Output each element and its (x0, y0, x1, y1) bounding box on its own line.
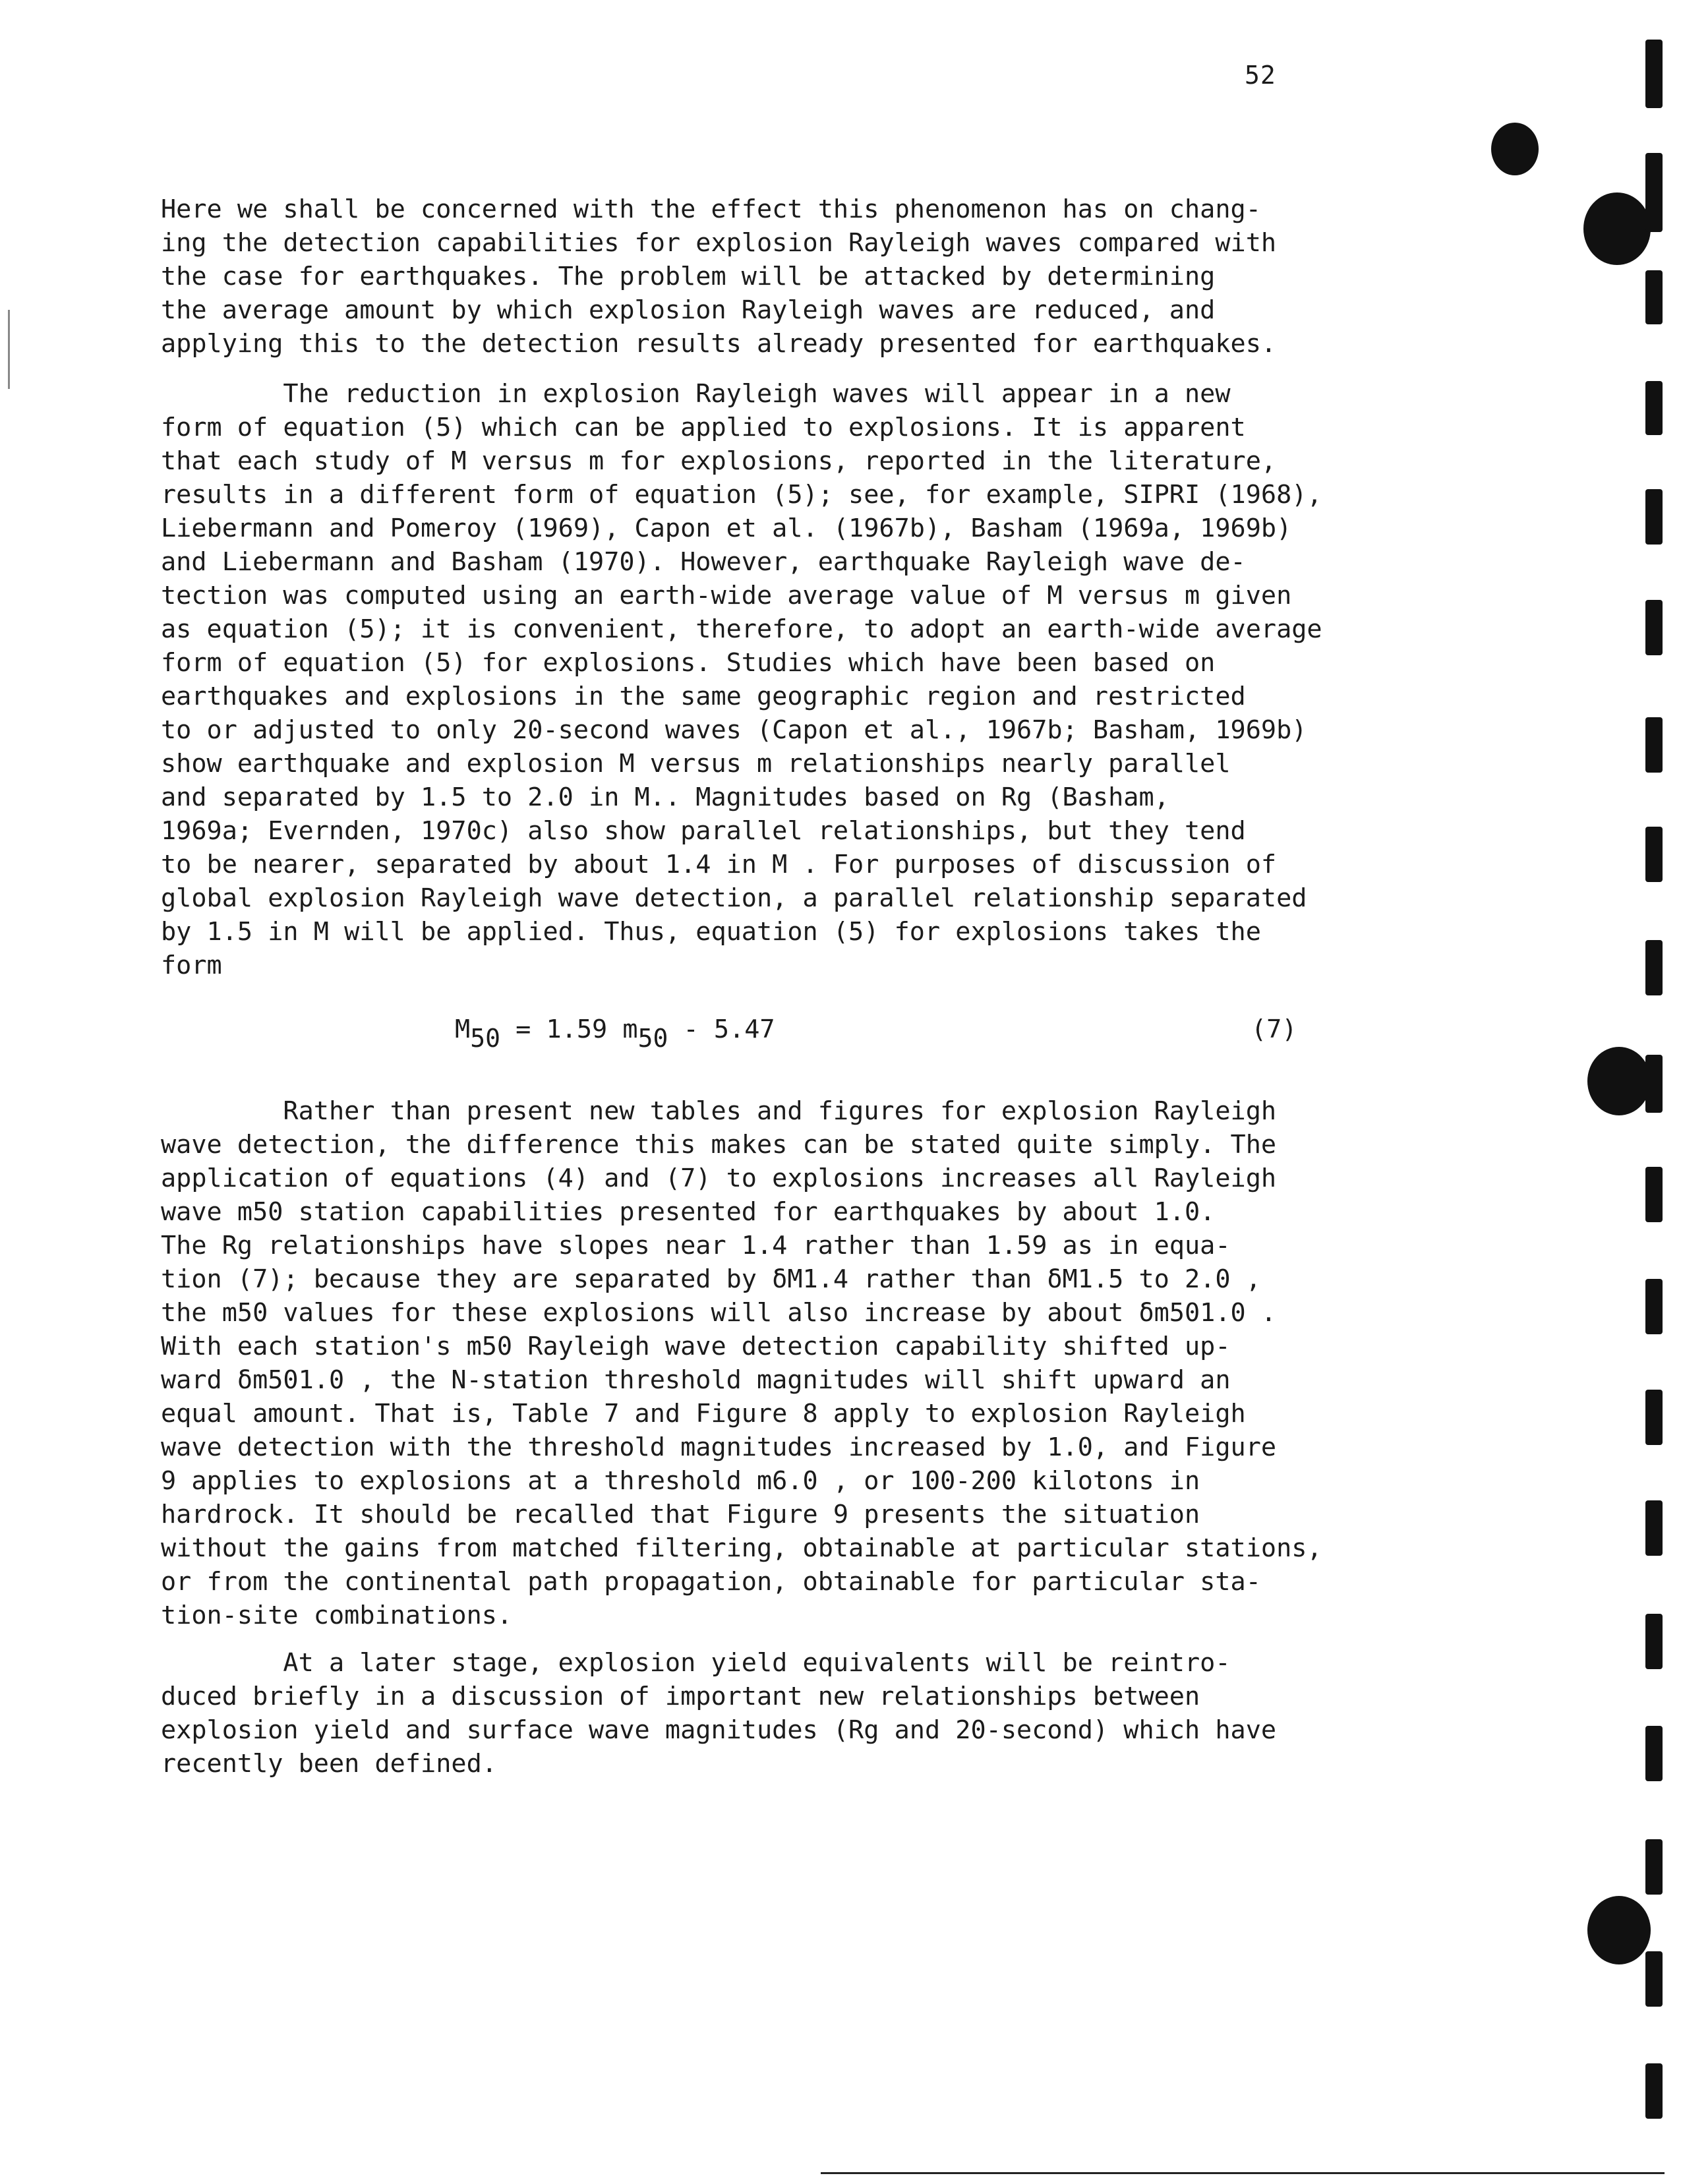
scan-edge-mark (1645, 1055, 1663, 1113)
text-line: duced briefly in a discussion of important new relationships between (161, 1682, 1200, 1711)
scan-edge-mark (1645, 381, 1663, 435)
text-line: 9 applies to explosions at a threshold m6.0 , or 100-200 kilotons in (161, 1466, 1200, 1496)
text-line: without the gains from matched filtering, obtainable at particular stations, (161, 1533, 1322, 1563)
text-line: the m50 values for these explosions will also increase by about δm501.0 . (161, 1298, 1277, 1328)
equation-7 (455, 1010, 775, 1058)
text-line: At a later stage, explosion yield equivalents will be reintro- (161, 1648, 1231, 1678)
equation-number: (7) (1251, 1015, 1297, 1044)
text-line: the case for earthquakes. The problem will be attacked by determining (161, 262, 1216, 291)
text-line: to or adjusted to only 20-second waves (Capon et al., 1967b; Basham, 1969b) (161, 715, 1307, 745)
scan-edge-mark (1645, 1951, 1663, 2007)
binder-hole-icon (1491, 123, 1539, 175)
binder-hole-icon (1587, 1047, 1651, 1115)
text-line: as equation (5); it is convenient, therefore, to adopt an earth-wide average (161, 614, 1322, 644)
scan-edge-mark (1645, 1726, 1663, 1781)
text-line: recently been defined. (161, 1749, 497, 1779)
text-line: tion (7); because they are separated by δM1.4 rather than δM1.5 to 2.0 , (161, 1264, 1261, 1294)
text-line: earthquakes and explosions in the same geographic region and restricted (161, 682, 1246, 711)
text-line: application of equations (4) and (7) to explosions increases all Rayleigh (161, 1164, 1277, 1193)
text-line: and separated by 1.5 to 2.0 in M.. Magnitudes based on Rg (Basham, (161, 782, 1169, 812)
scan-edge-mark (1645, 1279, 1663, 1334)
scan-edge-mark (1645, 827, 1663, 882)
scan-edge-mark (1645, 940, 1663, 995)
scan-edge-mark (1645, 153, 1663, 232)
text-line: form of equation (5) which can be applied to explosions. It is apparent (161, 413, 1246, 442)
text-line: hardrock. It should be recalled that Figure 9 presents the situation (161, 1500, 1200, 1529)
paragraph-3 (161, 1094, 1433, 1632)
equation-middle: = 1.59 m (500, 1015, 638, 1044)
binder-hole-icon (1587, 1896, 1651, 1964)
text-line: Here we shall be concerned with the effect this phenomenon has on chang- (161, 194, 1261, 224)
text-line: show earthquake and explosion M versus m relationships nearly parallel (161, 749, 1231, 779)
text-line: that each study of M versus m for explosions, reported in the literature, (161, 446, 1277, 476)
paragraph-4 (161, 1646, 1433, 1781)
bottom-edge-line (821, 2172, 1665, 2174)
binder-hole-icon (1583, 192, 1651, 265)
text-line: Liebermann and Pomeroy (1969), Capon et al. (1967b), Basham (1969a, 1969b) (161, 514, 1292, 543)
paragraph-1 (161, 192, 1433, 361)
text-line: tion-site combinations. (161, 1601, 513, 1630)
text-line: ward δm501.0 , the N-station threshold magnitudes will shift upward an (161, 1365, 1231, 1395)
equation-tail: - 5.47 (668, 1015, 775, 1044)
scan-edge-mark (1645, 1500, 1663, 1556)
text-line: and Liebermann and Basham (1970). However, earthquake Rayleigh wave de- (161, 547, 1246, 577)
text-line: the average amount by which explosion Rayleigh waves are reduced, and (161, 295, 1216, 325)
text-line: ing the detection capabilities for explosion Rayleigh waves compared with (161, 228, 1277, 258)
scan-edge-mark (1645, 1390, 1663, 1445)
equation-rhs-subscript: 50 (637, 1024, 668, 1053)
text-line: explosion yield and surface wave magnitudes (Rg and 20-second) which have (161, 1715, 1277, 1745)
text-line: 1969a; Evernden, 1970c) also show parallel relationships, but they tend (161, 816, 1246, 846)
page-number: 52 (1245, 61, 1276, 90)
text-line: The Rg relationships have slopes near 1.4 rather than 1.59 as in equa- (161, 1231, 1231, 1260)
text-line: wave detection with the threshold magnitudes increased by 1.0, and Figure (161, 1432, 1277, 1462)
text-line: form of equation (5) for explosions. Studies which have been based on (161, 648, 1216, 678)
text-line: The reduction in explosion Rayleigh waves will appear in a new (161, 379, 1231, 409)
text-line: applying this to the detection results already presented for earthquakes. (161, 329, 1277, 359)
scan-edge-mark (1645, 600, 1663, 655)
scan-edge-mark (1645, 717, 1663, 773)
text-line: tection was computed using an earth-wide average value of M versus m given (161, 581, 1292, 610)
paragraph-2 (161, 377, 1433, 982)
scan-edge-mark (1645, 270, 1663, 324)
equation-lhs-subscript: 50 (470, 1024, 500, 1053)
scan-edge-mark (1645, 2063, 1663, 2119)
text-line: to be nearer, separated by about 1.4 in M . For purposes of discussion of (161, 850, 1277, 879)
scan-edge-mark (1645, 489, 1663, 545)
scan-edge-mark (1645, 1839, 1663, 1895)
text-line: form (161, 951, 222, 980)
text-line: global explosion Rayleigh wave detection, a parallel relationship separated (161, 883, 1307, 913)
text-line: With each station's m50 Rayleigh wave detection capability shifted up- (161, 1332, 1231, 1361)
left-margin-mark (8, 310, 10, 389)
text-line: results in a different form of equation (5); see, for example, SIPRI (1968), (161, 480, 1322, 510)
scan-edge-mark (1645, 1614, 1663, 1669)
scan-edge-mark (1645, 40, 1663, 108)
text-line: or from the continental path propagation, obtainable for particular sta- (161, 1567, 1261, 1597)
text-line: wave detection, the difference this makes can be stated quite simply. The (161, 1130, 1277, 1160)
equation-lhs: M (455, 1015, 471, 1044)
text-line: Rather than present new tables and figures for explosion Rayleigh (161, 1096, 1277, 1126)
scan-edge-mark (1645, 1167, 1663, 1222)
text-line: by 1.5 in M will be applied. Thus, equation (5) for explosions takes the (161, 917, 1261, 947)
text-line: equal amount. That is, Table 7 and Figure 8 apply to explosion Rayleigh (161, 1399, 1246, 1429)
text-line: wave m50 station capabilities presented for earthquakes by about 1.0. (161, 1197, 1216, 1227)
